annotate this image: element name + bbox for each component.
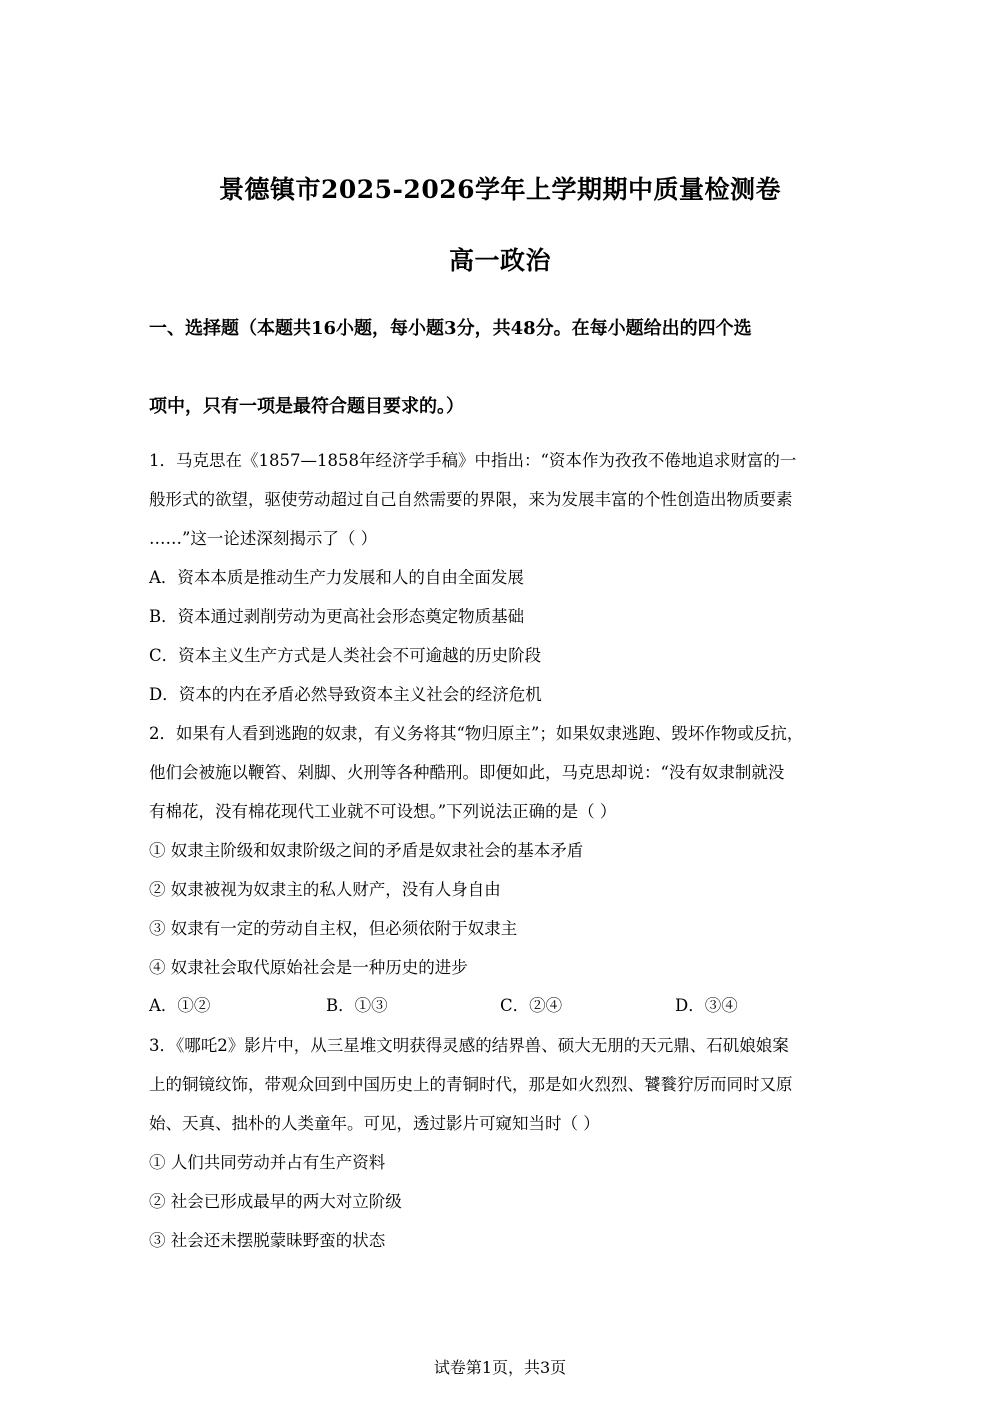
exam-subject: 高一政治 xyxy=(448,246,551,275)
page-footer: 试卷第1页，共3页 xyxy=(433,1358,567,1377)
q3-item-1: ① 人们共同劳动并占有生产资料 xyxy=(149,1153,386,1172)
q3-stem-line-1: 3．《哪吒2》影片中，从三星堆文明获得灵感的结界兽、硕大无朋的天元鼎、石矶娘娘案 xyxy=(149,1036,789,1055)
q1-stem-line-1: 1．马克思在《1857—1858年经济学手稿》中指出：“资本作为孜孜不倦地追求财富的一 xyxy=(149,451,797,470)
section-heading-line-1: 一、选择题（本题共16小题，每小题3分，共48分。在每小题给出的四个选 xyxy=(149,318,752,339)
q2-item-2: ② 奴隶被视为奴隶主的私人财产，没有人身自由 xyxy=(149,880,501,899)
q3-item-3: ③ 社会还未摆脱蒙昧野蛮的状态 xyxy=(149,1231,386,1250)
q1-option-c: C．资本主义生产方式是人类社会不可逾越的历史阶段 xyxy=(149,646,542,665)
q2-item-1: ① 奴隶主阶级和奴隶阶级之间的矛盾是奴隶社会的基本矛盾 xyxy=(149,841,584,860)
q1-stem-line-3: ……”这一论述深刻揭示了（ ） xyxy=(149,529,378,548)
q3-stem-line-3: 始、天真、拙朴的人类童年。可见，透过影片可窥知当时（ ） xyxy=(149,1114,600,1133)
q1-option-a: A．资本本质是推动生产力发展和人的自由全面发展 xyxy=(149,568,524,587)
q3-stem-line-2: 上的铜镜纹饰，带观众回到中国历史上的青铜时代，那是如火烈烈、饕餮狞厉而同时又原 xyxy=(149,1075,793,1094)
exam-title: 景德镇市2025-2026学年上学期期中质量检测卷 xyxy=(218,175,782,204)
q2-stem-line-1: 2．如果有人看到逃跑的奴隶，有义务将其“物归原主”；如果奴隶逃跑、毁坏作物或反抗， xyxy=(149,724,804,743)
q2-item-3: ③ 奴隶有一定的劳动自主权，但必须依附于奴隶主 xyxy=(149,919,518,938)
q2-item-4: ④ 奴隶社会取代原始社会是一种历史的进步 xyxy=(149,958,468,977)
q2-option-b: B．①③ xyxy=(326,996,388,1015)
q1-stem-line-2: 般形式的欲望，驱使劳动超过自己自然需要的界限，来为发展丰富的个性创造出物质要素 xyxy=(149,490,793,509)
q1-option-b: B．资本通过剥削劳动为更高社会形态奠定物质基础 xyxy=(149,607,525,626)
q2-option-d: D．③④ xyxy=(675,996,738,1015)
q2-options xyxy=(149,994,869,1018)
q2-stem-line-2: 他们会被施以鞭笞、剁脚、火刑等各种酷刑。即便如此，马克思却说：“没有奴隶制就没 xyxy=(149,763,785,782)
q3-item-2: ② 社会已形成最早的两大对立阶级 xyxy=(149,1192,402,1211)
q1-option-d: D．资本的内在矛盾必然导致资本主义社会的经济危机 xyxy=(149,685,542,704)
q2-option-a: A．①② xyxy=(149,996,211,1015)
q2-stem-line-3: 有棉花，没有棉花现代工业就不可设想。”下列说法正确的是（ ） xyxy=(149,802,617,821)
section-heading-line-2: 项中，只有一项是最符合题目要求的。） xyxy=(149,396,464,417)
q2-option-c: C．②④ xyxy=(500,996,563,1015)
